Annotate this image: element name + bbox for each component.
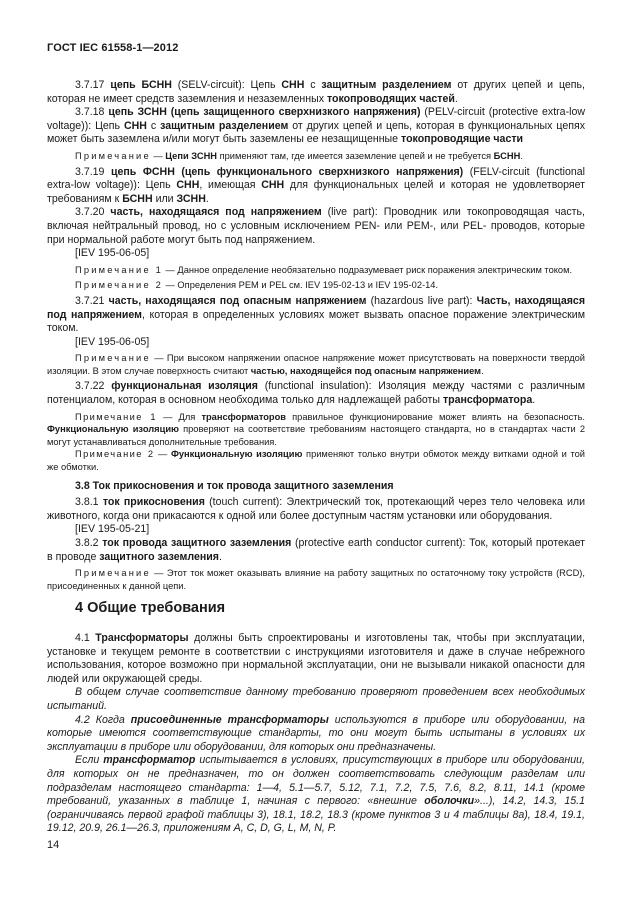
clause-3-7-19: 3.7.19 цепь ФСНН (цепь функционального сверхнизкого напряжения) (FELV-circuit (functional extra-low voltage)): Цепь СНН, имеющая СНН для функциональных целей и которая не удовлетворяет требованиям к БСНН или ЗСНН. <box>47 165 585 205</box>
ref-3-7-20: [IEV 195-06-05] <box>75 247 150 260</box>
ref-3-7-21: [IEV 195-06-05] <box>75 335 150 348</box>
clause-4-1: 4.1 Трансформаторы должны быть спроектированы и изготовлены так, чтобы при эксплуатации, установке и текущем ремонте в соответствии с инструкциями изготовителя и даже в случае небрежного использования, которое возможно при нормальной эксплуатации, они не вызывали никакой опасности для людей или окружающей среды. <box>47 632 585 685</box>
clause-3-8-1: 3.8.1 ток прикосновения (touch current): Электрический ток, протекающий через тело человека или животного, когда они прикасаются к одной или более доступным частям установки или оборудования. <box>47 496 585 522</box>
terms-section <box>47 79 585 592</box>
section-4-title: 4 Общие требования <box>75 600 226 616</box>
note-3-7-20-2: Примечание 2 — Определения PEM и PEL см. IEV 195-02-13 и IEV 195-02-14. <box>75 280 439 291</box>
note-3-7-22-1: Примечание 1 — Для трансформаторов правильное функционирование может влиять на безопасность. Функциональную изоляцию проверяют на соответствие требованиям настоящего стандарта, но в стандартах части 2 могут устанавливаться дополнительные требования. <box>47 411 586 447</box>
note-3-7-21: Примечание — При высоком напряжении опасное напряжение может присутствовать на поверхности твердой изоляции. В этом случае поверхность считают частью, находящейся под опасным напряжением. <box>47 353 585 376</box>
clause-3-7-21: 3.7.21 часть, находящаяся под опасным напряжением (hazardous live part): Часть, находящаяся под напряжением, которая в определенных условиях может вызвать опасное поражение электрическим током. <box>47 294 586 335</box>
note-3-7-20-1: Примечание 1 — Данное определение необязательно подразумевает риск поражения электрическим током. <box>75 264 573 275</box>
subsection-3-8-title: 3.8 Ток прикосновения и ток провода защитного заземления <box>75 479 394 492</box>
ref-3-8-1: [IEV 195-05-21] <box>75 523 150 536</box>
clause-3-7-18: 3.7.18 цепь ЗСНН (цепь защищенного сверхнизкого напряжения) (PELV-circuit (protective extra-low voltage)): Цепь СНН с защитным разделением от других цепей и цепь, которая в функциональных цепях может быть заземлена и/или могут быть заземлены ее незащищенные токопроводящие части <box>47 106 586 146</box>
clause-4-2-conditions: Если трансформатор испытывается в условиях, присутствующих в приборе или оборудовании, для которых он не предназначен, то он должен соответствовать следующим разделам или подразделам настоящего стандарта: 1—4, 5.1—5.7, 5.12, 7.1, 7.2, 7.5, 7.6, 8.2, 8.11, 14.1 (кроме требований, указанных в таблице 1, начиная с первого: «внешние оболочки»...), 14.2, 14.3, 15.1 (ограничиваясь первой графой таблицы 3), 18.1, 18.2, 18.3 (кроме пунктов 3 и 4 таблицы 8а), 18.4, 19.1, 19.12, 20.9, 26.1—26.3, приложениям A, C, D, G, L, M, N, P. <box>47 754 586 835</box>
clause-3-7-22: 3.7.22 функциональная изоляция (functional insulation): Изоляция между частями с различным потенциалом, которая в основном необходима только для надлежащей работы трансформатора. <box>47 380 585 407</box>
clause-3-7-20: 3.7.20 часть, находящаяся под напряжением (live part): Проводник или токопроводящая часть, включая нейтральный провод, но с условным исключением PEN- или PEM-, или PEL- проводов, которые при нормальной работе могут быть под напряжением. <box>47 206 585 246</box>
running-header: ГОСТ IEC 61558-1—2012 <box>47 42 179 54</box>
clause-3-7-17: 3.7.17 цепь БСНН (SELV-circuit): Цепь СНН с защитным разделением от других цепей и цепь, которая не имеет средств заземления и незаземленных токопроводящих частей. <box>47 79 585 105</box>
note-3-7-18: Примечание — Цепи ЗСНН применяют там, где имеется заземление цепей и не требуется БСНН. <box>75 150 523 161</box>
note-3-7-22-2: Примечание 2 — Функциональную изоляцию применяют только внутри обмоток между витками одной и той же обмотки. <box>47 449 585 473</box>
note-3-8-2: Примечание — Этот ток может оказывать влияние на работу защитных по остаточному току устройств (RCD), присоединенных к данной цепи. <box>47 568 585 591</box>
clause-4-1-compliance: В общем случае соответствие данному требованию проверяют проведением всех необходимых испытаний. <box>47 686 585 712</box>
general-requirements <box>47 632 585 836</box>
page-number: 14 <box>47 839 60 851</box>
clause-3-8-2: 3.8.2 ток провода защитного заземления (protective earth conductor current): Ток, который протекает в проводе защитного заземления. <box>47 537 585 563</box>
clause-4-2: 4.2 Когда присоединенные трансформаторы используются в приборе или оборудовании, на которые имеются соответствующие стандарты, то они могут быть испытаны в условиях их эксплуатации в приборе или оборудовании, для которых они предназначены. <box>47 713 585 753</box>
